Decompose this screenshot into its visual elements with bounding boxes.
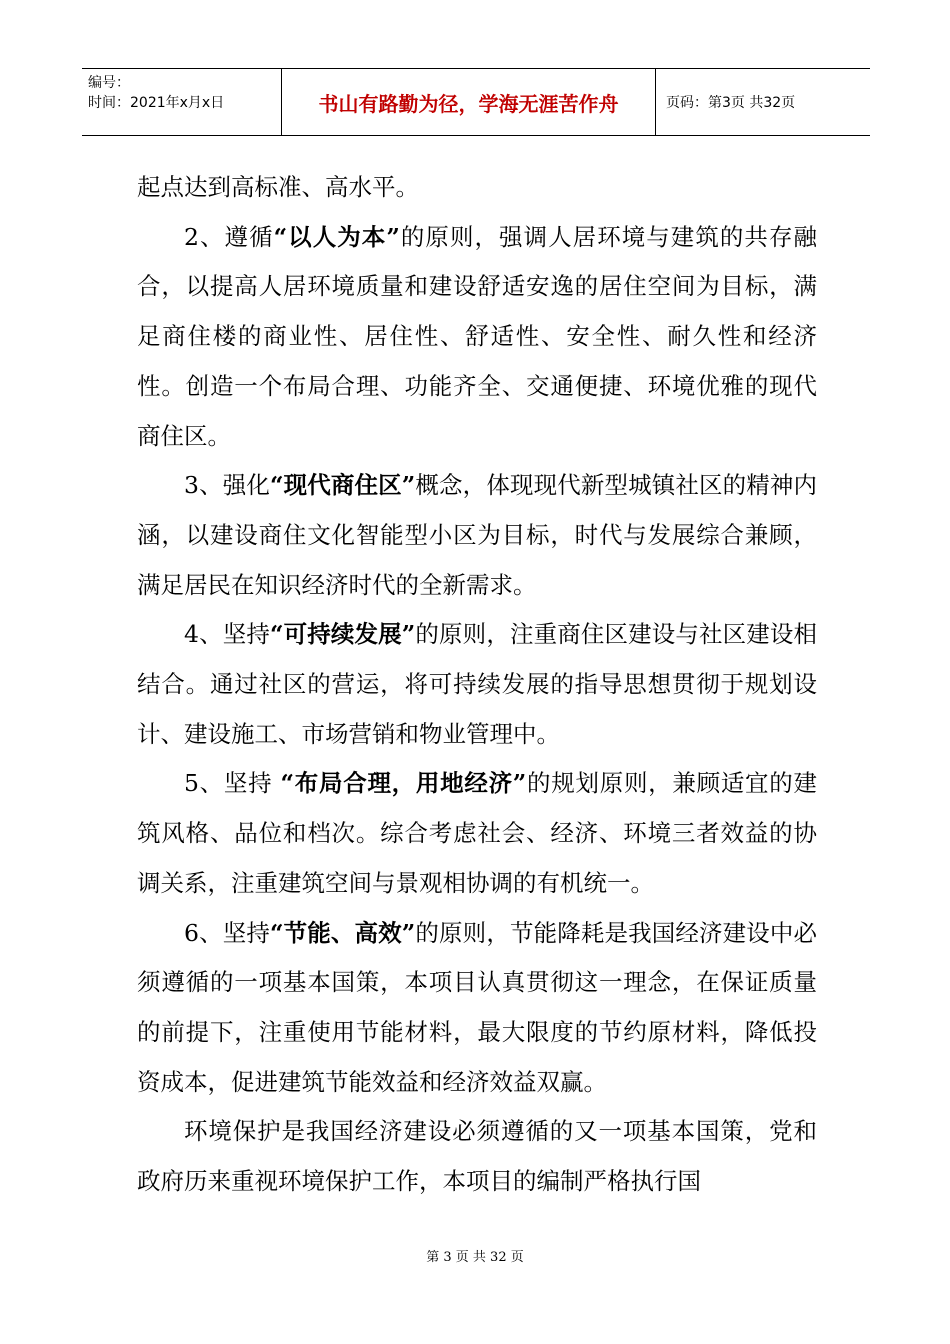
- page-footer: 第 3 页 共 32 页: [426, 1250, 524, 1265]
- item-number: 6、坚持: [184, 918, 270, 947]
- item-number: 4、坚持: [184, 620, 270, 649]
- page-header: [82, 68, 870, 136]
- paragraph-principle-2: [137, 213, 817, 462]
- header-page-info: 页码：第3页 共32页: [666, 95, 796, 111]
- item-number: 5、坚持: [184, 769, 281, 798]
- item-number: 3、强化: [184, 471, 270, 500]
- principle-title: “可持续发展”: [269, 620, 416, 649]
- time-label: 时间：2021年x月x日: [88, 95, 225, 111]
- paragraph-text: 的原则，注重商住区建设与社区建设相结合。通过社区的营运，将可持续发展的指导思想贯彻于规划设计、建设施工、市场营销和物业管理中。: [137, 620, 818, 748]
- principle-title: “节能、高效”: [269, 918, 416, 947]
- paragraph-principle-4: [137, 610, 817, 759]
- paragraph-principle-6: [137, 909, 817, 1108]
- paragraph-text: 概念，体现现代新型城镇社区的精神内涵，以建设商住文化智能型小区为目标，时代与发展综合兼顾，满足居民在知识经济时代的全新需求。: [137, 471, 818, 599]
- principle-title: “以人为本”: [273, 222, 400, 251]
- paragraph-text: 的规划原则，兼顾适宜的建筑风格、品位和档次。综合考虑社会、经济、环境三者效益的协调关系，注重建筑空间与景观相协调的有机统一。: [137, 769, 818, 897]
- principle-title: “现代商住区”: [269, 471, 416, 500]
- paragraph-principle-5: [137, 759, 817, 908]
- paragraph-environment: 环境保护是我国经济建设必须遵循的又一项基本国策，党和政府历来重视环境保护工作，本项目的编制严格执行国: [137, 1117, 817, 1196]
- header-meta: [82, 69, 282, 135]
- paragraph-principle-3: [137, 461, 817, 610]
- number-label: 编号：: [88, 75, 130, 91]
- item-number: 2、遵循: [184, 222, 274, 251]
- document-body: [137, 163, 817, 1207]
- principle-title: “布局合理，用地经济”: [280, 769, 527, 798]
- header-motto: 书山有路勤为径，学海无涯苦作舟: [282, 69, 656, 135]
- paragraph-continued: 起点达到高标准、高水平。: [137, 173, 419, 201]
- paragraph-text: 的原则，强调人居环境与建筑的共存融合，以提高人居环境质量和建设舒适安逸的居住空间为目标，满足商住楼的商业性、居住性、舒适性、安全性、耐久性和经济性。创造一个布局合理、功能齐全、交通便捷、环境优雅的现代商住区。: [137, 222, 817, 450]
- paragraph-text: 的原则，节能降耗是我国经济建设中必须遵循的一项基本国策，本项目认真贯彻这一理念，在保证质量的前提下，注重使用节能材料，最大限度的节约原材料，降低投资成本，促进建筑节能效益和经济效益双赢。: [137, 918, 818, 1096]
